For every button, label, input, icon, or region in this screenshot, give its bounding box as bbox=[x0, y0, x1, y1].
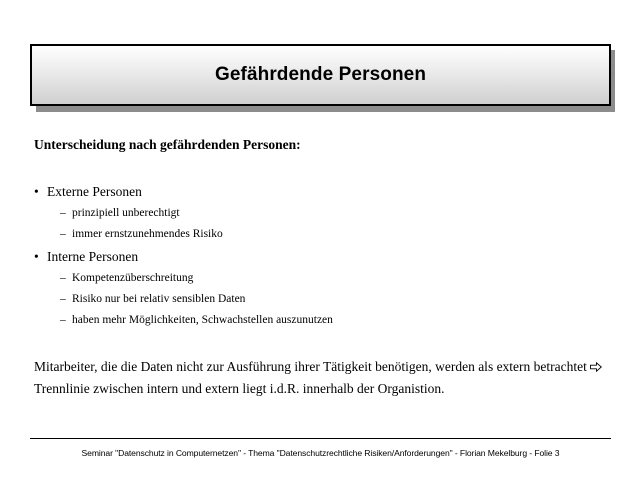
paragraph-part-1: Mitarbeiter, die die Daten nicht zur Ausführung ihrer Tätigkeit benötigen, werden als extern betrachtet bbox=[34, 359, 587, 374]
bullet-dot: • bbox=[34, 184, 39, 199]
right-arrow-icon bbox=[590, 362, 602, 372]
bullet-label: Externe Personen bbox=[47, 184, 142, 199]
paragraph-part-2: Trennlinie zwischen intern und extern liegt i.d.R. innerhalb der Organistion. bbox=[34, 381, 445, 396]
dash: – bbox=[60, 228, 66, 240]
footer-divider bbox=[30, 438, 611, 439]
sub-item-label: Risiko nur bei relativ sensiblen Daten bbox=[72, 293, 246, 305]
bullet-label: Interne Personen bbox=[47, 249, 139, 264]
dash: – bbox=[60, 293, 66, 305]
title-box bbox=[30, 44, 611, 106]
slide-subtitle: Unterscheidung nach gefährdenden Personen: bbox=[34, 137, 301, 152]
sub-item-label: immer ernstzunehmendes Risiko bbox=[72, 228, 223, 240]
sub-item bbox=[60, 207, 180, 219]
bullet-dot: • bbox=[34, 249, 39, 264]
sub-item bbox=[60, 272, 193, 284]
bullet-internal bbox=[34, 249, 138, 265]
sub-item-label: prinzipiell unberechtigt bbox=[72, 207, 180, 219]
sub-item bbox=[60, 314, 333, 326]
slide-title: Gefährdende Personen bbox=[214, 64, 427, 85]
sub-item-label: haben mehr Möglichkeiten, Schwachstellen auszunutzen bbox=[72, 314, 333, 326]
dash: – bbox=[60, 314, 66, 326]
bullet-external bbox=[34, 184, 142, 200]
sub-item bbox=[60, 228, 223, 240]
summary-paragraph bbox=[34, 356, 614, 400]
dash: – bbox=[60, 207, 66, 219]
sub-item-label: Kompetenzüberschreitung bbox=[72, 272, 194, 284]
slide-footer: Seminar "Datenschutz in Computernetzen" - Thema "Datenschutzrechtliche Risiken/Anforderungen" - Florian Mekelburg - Folie 3 bbox=[81, 448, 560, 458]
sub-item bbox=[60, 293, 245, 305]
dash: – bbox=[60, 272, 66, 284]
